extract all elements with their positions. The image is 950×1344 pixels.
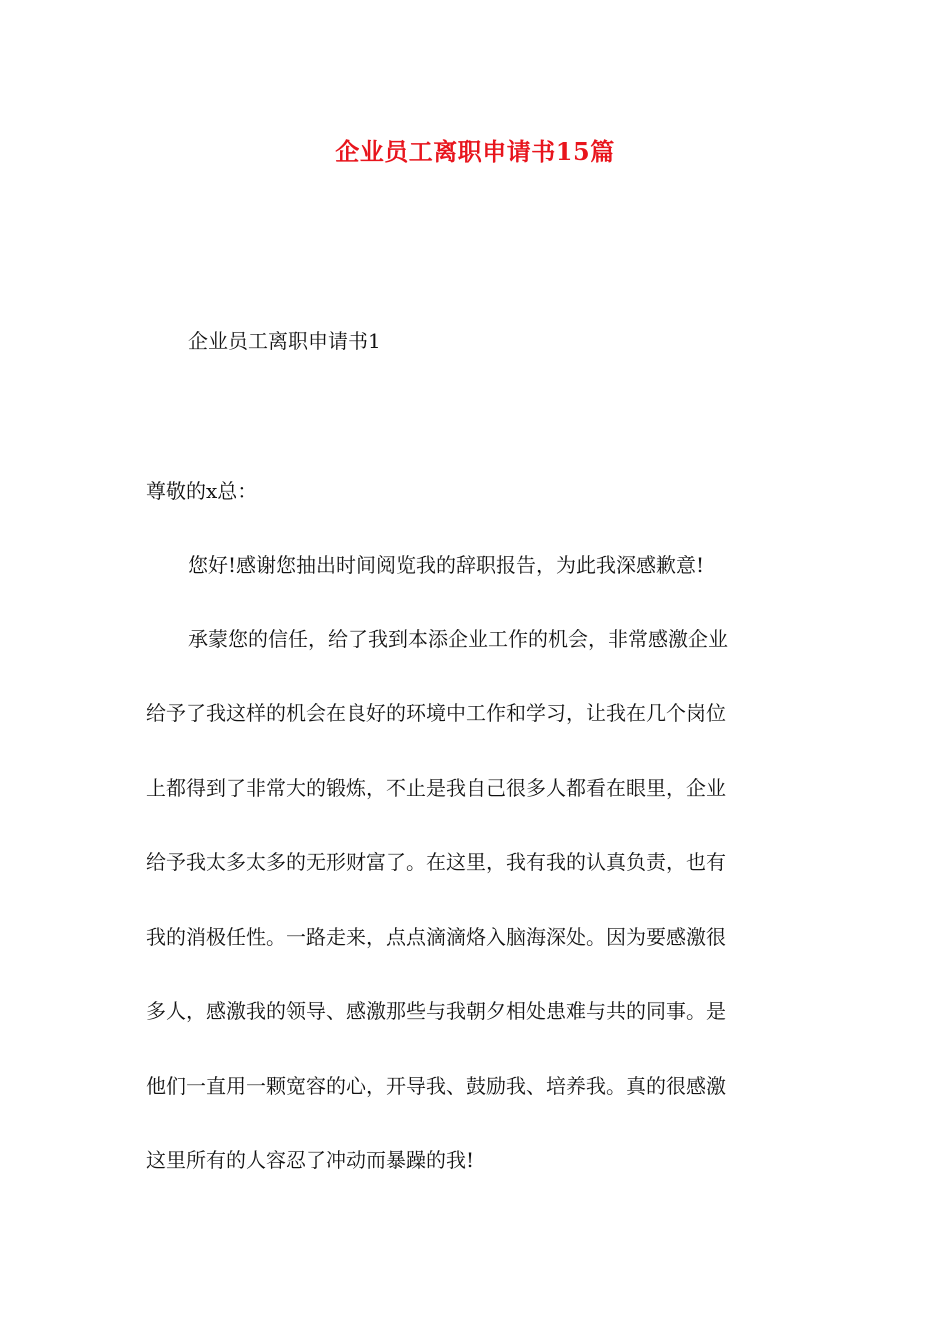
paragraph-line: 承蒙您的信任，给了我到本添企业工作的机会，非常感激企业 xyxy=(188,627,728,651)
paragraph-line: 我的消极任性。一路走来，点点滴滴烙入脑海深处。因为要感激很 xyxy=(146,925,726,949)
paragraph-line: 他们一直用一颗宽容的心，开导我、鼓励我、培养我。真的很感激 xyxy=(146,1074,726,1098)
document-title: 企业员工离职申请书15篇 xyxy=(335,137,615,166)
paragraph-line: 这里所有的人容忍了冲动而暴躁的我! xyxy=(146,1148,475,1172)
paragraph-greeting: 您好!感谢您抽出时间阅览我的辞职报告，为此我深感歉意! xyxy=(188,553,705,577)
section-heading: 企业员工离职申请书1 xyxy=(188,329,381,353)
paragraph-line: 给予我太多太多的无形财富了。在这里，我有我的认真负责，也有 xyxy=(146,850,726,874)
salutation: 尊敬的x总： xyxy=(146,479,258,503)
paragraph-line: 给予了我这样的机会在良好的环境中工作和学习，让我在几个岗位 xyxy=(146,701,726,725)
paragraph-line: 上都得到了非常大的锻炼，不止是我自己很多人都看在眼里，企业 xyxy=(146,776,726,800)
paragraph-line: 多人，感激我的领导、感激那些与我朝夕相处患难与共的同事。是 xyxy=(146,999,726,1023)
